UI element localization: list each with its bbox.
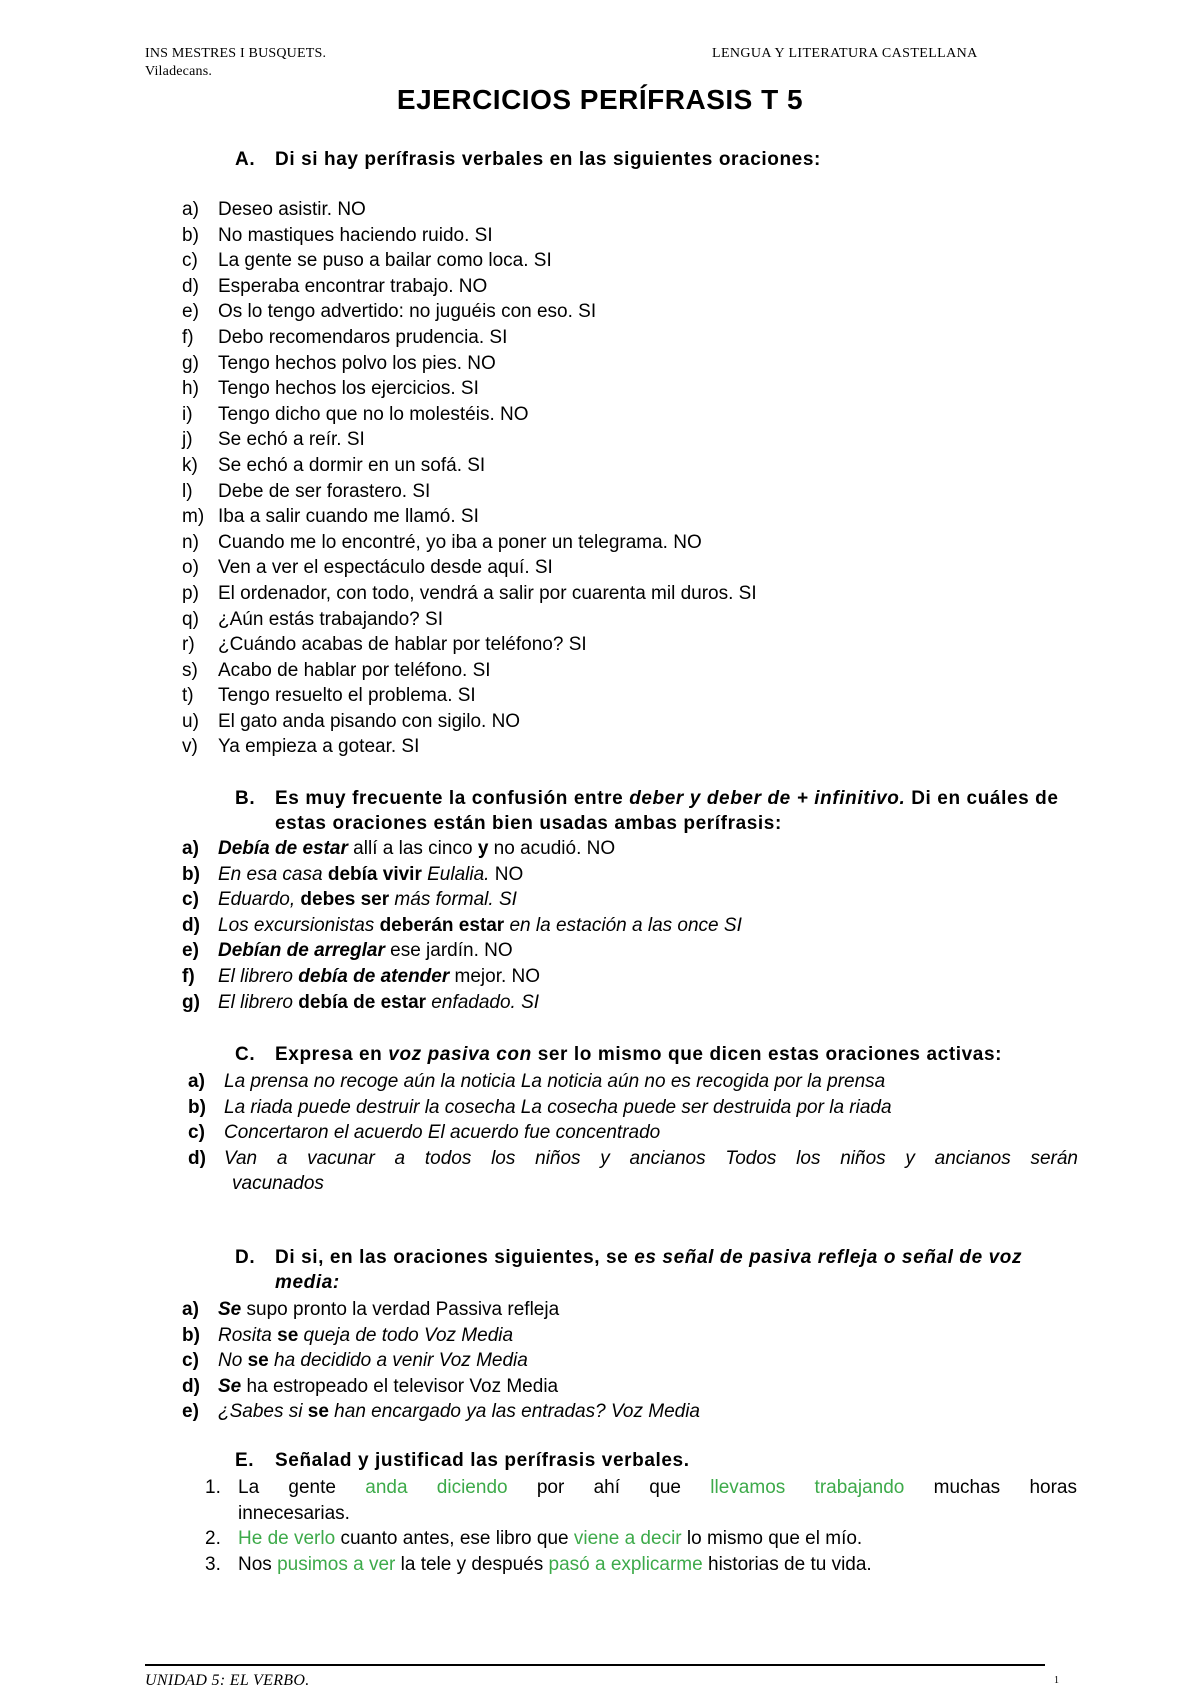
list-item (188, 1095, 1078, 1121)
item-letter: k) (182, 454, 198, 476)
list-item (182, 427, 1082, 453)
item-text: No mastiques haciendo ruido. SI (218, 224, 493, 246)
heading-part: Di en cuáles de estas oraciones están bien usadas ambas perífrasis: (275, 788, 1059, 834)
section-a-list (182, 197, 1082, 760)
item-text: historias de tu vida. (702, 1553, 872, 1575)
item-text: El ordenador, con todo, vendrá a salir por cuarenta mil duros. SI (218, 582, 757, 604)
item-letter: a) (182, 838, 199, 859)
item-bold-italic: Debía de estar (218, 838, 348, 859)
list-item (182, 734, 1082, 760)
section-text (275, 1042, 1075, 1067)
list-item (205, 1526, 1077, 1552)
heading-part-italic: es señal de pasiva refleja o señal de voz media: (275, 1247, 1023, 1293)
item-text: El gato anda pisando con sigilo. NO (218, 710, 521, 732)
item-text: Tengo dicho que no lo molestéis. NO (218, 403, 529, 425)
list-item (205, 1552, 1077, 1578)
item-italic: enfadado. SI (426, 991, 540, 1013)
section-d-heading (235, 1245, 1075, 1295)
item-letter: n) (182, 531, 199, 553)
item-text: supo pronto la verdad Passiva refleja (241, 1299, 560, 1320)
section-letter: B. (235, 788, 256, 809)
item-text: ha estropeado el televisor Voz Media (241, 1375, 559, 1397)
list-item (182, 658, 1082, 684)
section-a-heading (235, 147, 1075, 172)
item-text: Iba a salir cuando me llamó. SI (218, 506, 479, 528)
item-text: Tengo hechos polvo los pies. NO (218, 352, 496, 374)
item-text: Ven a ver el espectáculo desde aquí. SI (218, 557, 553, 579)
item-bold: se (307, 1401, 329, 1423)
list-item (188, 1146, 1078, 1197)
item-italic: El librero (218, 965, 299, 987)
item-letter: q) (182, 608, 199, 630)
list-item (182, 1297, 1082, 1323)
item-text: NO (489, 863, 524, 885)
item-text: Ya empieza a gotear. SI (218, 736, 420, 758)
item-italic: En esa casa (218, 863, 328, 885)
item-letter: c) (182, 1350, 199, 1372)
item-bold-italic: Se (218, 1375, 242, 1397)
item-text: La gente (238, 1477, 366, 1498)
item-letter: a) (188, 1071, 205, 1092)
item-bold: debía de estar (298, 991, 427, 1013)
heading-part-italic: deber y deber de + infinitivo. (629, 788, 906, 809)
list-item (182, 248, 1082, 274)
section-text (275, 1245, 1075, 1295)
item-italic: Los excursionistas (218, 914, 380, 936)
list-item (182, 197, 1082, 223)
item-letter: d) (182, 914, 200, 936)
item-number: 1. (205, 1477, 221, 1498)
list-item (182, 376, 1082, 402)
item-letter: c) (188, 1122, 205, 1144)
item-text: La gente se puso a bailar como loca. SI (218, 250, 552, 272)
item-text: Nos (238, 1553, 278, 1575)
list-item (182, 1374, 1082, 1400)
item-text: Tengo hechos los ejercicios. SI (218, 378, 479, 400)
item-letter: u) (182, 710, 199, 732)
list-item (182, 1323, 1082, 1349)
item-letter: j) (182, 429, 193, 451)
item-letter: m) (182, 506, 205, 528)
section-letter: C. (235, 1044, 256, 1065)
item-bold: deberán estar (379, 914, 505, 936)
list-item (188, 1069, 1078, 1095)
highlighted-periphrasis: He de verlo (238, 1528, 336, 1550)
item-letter: b) (182, 224, 199, 246)
list-item (182, 709, 1082, 735)
item-text: Cuando me lo encontré, yo iba a poner un telegrama. NO (218, 531, 702, 553)
section-text: Di si hay perífrasis verbales en las siguientes oraciones: (275, 149, 821, 170)
item-bold-italic: debía de atender (298, 965, 450, 987)
item-text: lo mismo que el mío. (681, 1528, 863, 1550)
item-italic: Eulalia. (421, 863, 490, 885)
section-letter: A. (235, 149, 256, 170)
item-bold: se (247, 1350, 269, 1372)
item-bold: se (277, 1324, 299, 1346)
item-italic: El librero (218, 991, 299, 1013)
item-letter: a) (182, 199, 199, 220)
item-text: Se echó a dormir en un sofá. SI (218, 454, 486, 476)
highlighted-periphrasis: pusimos a ver (277, 1553, 396, 1575)
list-item (182, 223, 1082, 249)
item-letter: r) (182, 634, 195, 656)
list-item (205, 1475, 1077, 1526)
item-letter: s) (182, 659, 198, 681)
section-b-list (182, 836, 1082, 1015)
section-e-list (205, 1475, 1077, 1577)
section-text: Señalad y justificad las perífrasis verbales. (275, 1450, 690, 1471)
item-text: Debo recomendaros prudencia. SI (218, 326, 508, 348)
item-text: Debe de ser forastero. SI (218, 480, 431, 502)
item-italic: Rosita (218, 1324, 278, 1346)
list-item (182, 683, 1082, 709)
item-italic: han encargado ya las entradas? Voz Media (328, 1401, 700, 1423)
item-text: allí a las cinco (347, 838, 478, 859)
list-item (182, 990, 1082, 1016)
item-letter: d) (182, 1375, 200, 1397)
item-italic: ha decidido a venir Voz Media (268, 1350, 528, 1372)
item-italic: ¿Sabes si (218, 1401, 308, 1423)
list-item (182, 938, 1082, 964)
item-letter: g) (182, 352, 199, 374)
highlighted-periphrasis: llevamos trabajando (710, 1477, 905, 1498)
item-letter: f) (182, 326, 194, 348)
list-item (182, 555, 1082, 581)
item-letter: b) (182, 1324, 200, 1346)
list-item (182, 581, 1082, 607)
heading-part: Expresa en (275, 1044, 389, 1065)
heading-part: Es muy frecuente la confusión entre (275, 788, 630, 809)
item-text: por ahí que (507, 1477, 711, 1498)
item-text: cuanto antes, ese libro que (335, 1528, 574, 1550)
list-item (182, 607, 1082, 633)
item-text: mejor. NO (449, 965, 541, 987)
list-item (182, 274, 1082, 300)
school-name: INS MESTRES I BUSQUETS. (145, 46, 327, 61)
section-text (275, 786, 1075, 836)
list-item (182, 862, 1082, 888)
list-item (182, 632, 1082, 658)
item-letter: d) (182, 275, 199, 297)
item-letter: p) (182, 582, 199, 604)
list-item (182, 836, 1082, 862)
list-item (182, 325, 1082, 351)
item-bold-italic: Debían de arreglar (218, 940, 385, 962)
item-letter: t) (182, 685, 194, 707)
item-letter: e) (182, 1401, 199, 1423)
item-text: ese jardín. NO (384, 940, 513, 962)
heading-part-italic: voz pasiva con (388, 1044, 532, 1065)
list-item (182, 299, 1082, 325)
item-italic: La riada puede destruir la cosecha La cosecha puede ser destruida por la riada (224, 1096, 892, 1118)
item-text: no acudió. NO (488, 838, 616, 859)
item-text: la tele y después (395, 1553, 549, 1575)
list-item (182, 504, 1082, 530)
list-item (182, 530, 1082, 556)
item-text: ¿Aún estás trabajando? SI (218, 608, 443, 630)
item-italic: Concertaron el acuerdo El acuerdo fue concentrado (224, 1122, 661, 1144)
list-item (182, 913, 1082, 939)
item-text: ¿Cuándo acabas de hablar por teléfono? SI (218, 634, 587, 656)
list-item (182, 453, 1082, 479)
item-text: Se echó a reír. SI (218, 429, 365, 451)
item-letter: c) (182, 889, 199, 911)
footer-divider (145, 1664, 1045, 1666)
item-bold: debía vivir (327, 863, 422, 885)
item-letter: e) (182, 940, 199, 962)
list-item (182, 479, 1082, 505)
city-name: Viladecans. (145, 64, 213, 79)
item-letter: b) (182, 863, 200, 885)
footer-unit: UNIDAD 5: EL VERBO. (145, 1672, 310, 1689)
item-bold: debes ser (300, 889, 390, 911)
item-text: muchas horas (904, 1477, 1077, 1498)
list-item (182, 1348, 1082, 1374)
item-bold: y (477, 838, 489, 859)
item-italic: queja de todo Voz Media (298, 1324, 514, 1346)
list-item (182, 964, 1082, 990)
highlighted-periphrasis: viene a decir (573, 1528, 682, 1550)
item-letter: f) (182, 965, 195, 987)
item-italic: en la estación a las once SI (504, 914, 742, 936)
item-italic: más formal. SI (389, 889, 517, 911)
item-letter: v) (182, 736, 198, 758)
item-letter: h) (182, 378, 199, 400)
item-letter: o) (182, 557, 199, 579)
item-text: innecesarias. (238, 1502, 350, 1524)
item-letter: l) (182, 480, 193, 502)
item-number: 2. (205, 1528, 221, 1550)
heading-part: ser lo mismo que dicen estas oraciones activas: (531, 1044, 1003, 1065)
item-letter: b) (188, 1096, 206, 1118)
page-number: 1 (1054, 1675, 1059, 1686)
section-d-list (182, 1297, 1082, 1425)
item-letter: a) (182, 1299, 199, 1320)
highlighted-periphrasis: anda diciendo (365, 1477, 508, 1498)
page-title: EJERCICIOS PERÍFRASIS T 5 (396, 84, 804, 115)
item-italic: No (218, 1350, 248, 1372)
item-text: Tengo resuelto el problema. SI (218, 685, 476, 707)
section-letter: E. (235, 1450, 255, 1471)
list-item (182, 887, 1082, 913)
list-item (182, 351, 1082, 377)
item-italic: vacunados (232, 1173, 324, 1195)
item-text: Esperaba encontrar trabajo. NO (218, 275, 488, 297)
item-italic: Eduardo, (218, 889, 301, 911)
item-letter: e) (182, 301, 199, 323)
item-letter: i) (182, 403, 193, 425)
list-item (182, 402, 1082, 428)
item-letter: c) (182, 250, 198, 272)
item-text: Deseo asistir. NO (218, 199, 366, 220)
subject-name: LENGUA Y LITERATURA CASTELLANA (712, 46, 978, 61)
item-text: Os lo tengo advertido: no juguéis con eso. SI (218, 301, 597, 323)
item-letter: g) (182, 991, 200, 1013)
section-letter: D. (235, 1247, 256, 1268)
page-header-left (145, 45, 326, 81)
list-item (188, 1120, 1078, 1146)
list-item (182, 1399, 1082, 1425)
heading-part: Di si, en las oraciones siguientes, se (275, 1247, 635, 1268)
section-c-heading (235, 1042, 1075, 1067)
item-text: Acabo de hablar por teléfono. SI (218, 659, 491, 681)
section-c-list (188, 1069, 1078, 1197)
section-e-heading (235, 1448, 1075, 1473)
item-italic: Van a vacunar a todos los niños y ancianos Todos los niños y ancianos serán (224, 1147, 1078, 1169)
highlighted-periphrasis: pasó a explicarme (548, 1553, 703, 1575)
section-b-heading (235, 786, 1075, 836)
item-italic: La prensa no recoge aún la noticia La noticia aún no es recogida por la prensa (224, 1071, 886, 1092)
item-number: 3. (205, 1553, 221, 1575)
item-letter: d) (188, 1147, 206, 1169)
item-bold-italic: Se (218, 1299, 242, 1320)
